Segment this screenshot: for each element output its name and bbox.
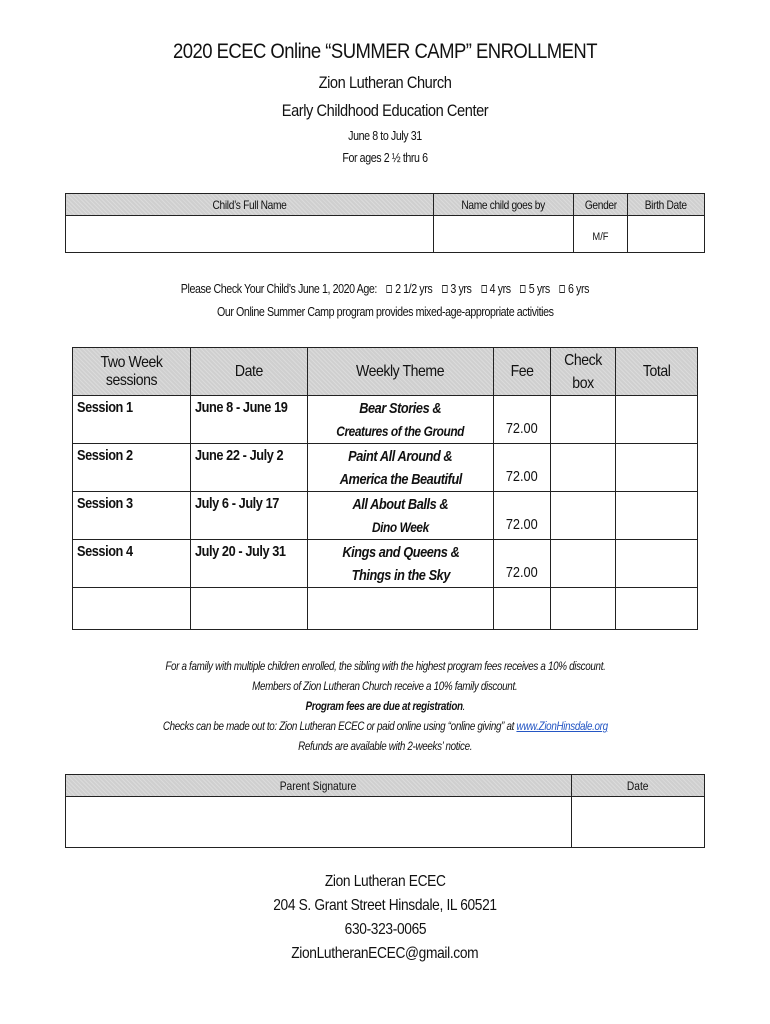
child-info-table [65, 193, 705, 253]
empty-cell[interactable] [494, 588, 551, 630]
session-fee: 72.00 [494, 492, 551, 540]
signature-date-field[interactable] [572, 797, 705, 848]
table-row [73, 540, 698, 588]
church-name: Zion Lutheran Church [318, 73, 452, 92]
member-discount-note: Members of Zion Lutheran Church receive a 10% family discount. [252, 679, 518, 693]
session-total[interactable] [616, 492, 698, 540]
footer-name: Zion Lutheran ECEC [324, 873, 446, 890]
age-checkbox-3[interactable] [442, 285, 447, 293]
session-date: June 8 - June 19 [191, 396, 308, 444]
fees-due-note: Program fees are due at registration [305, 699, 463, 713]
header-gender: Gender [574, 194, 628, 216]
session-theme: Paint All Around & America the Beautiful [308, 444, 494, 492]
sibling-discount-note: For a family with multiple children enrolled, the sibling with the highest program fees receives a 10% discount. [164, 659, 606, 673]
age-option-label: 6 yrs [568, 281, 590, 296]
table-row [73, 492, 698, 540]
website-link[interactable]: www.ZionHinsdale.org [516, 719, 608, 733]
table-row [73, 444, 698, 492]
age-option-label: 5 yrs [528, 281, 550, 296]
child-full-name-field[interactable] [66, 216, 434, 253]
session-date: July 6 - July 17 [191, 492, 308, 540]
header-signature-date: Date [572, 775, 705, 797]
camp-dates: June 8 to July 31 [348, 128, 422, 143]
sessions-table [72, 347, 698, 630]
session-label: Session 2 [73, 444, 191, 492]
age-check-prompt: Please Check Your Child’s June 1, 2020 Age: [180, 281, 378, 296]
session-total[interactable] [616, 396, 698, 444]
refund-note: Refunds are available with 2-weeks’ notice. [297, 739, 473, 753]
fee-notes: For a family with multiple children enrolled, the sibling with the highest program fees receives a 10% discount. Members of Zion Lutheran Church receive a 10% family discount. Program fees are due at registration. Checks can be made out to: Zion Lutheran ECEC or paid online using “online giving” at www.ZionHinsdale.org Refunds are available with 2-weeks’ notice. [0, 656, 770, 756]
signature-table [65, 774, 705, 848]
header-weekly-theme: Weekly Theme [308, 348, 494, 396]
header-parent-signature: Parent Signature [66, 775, 572, 797]
grand-total-cell[interactable] [616, 588, 698, 630]
name-goes-by-field[interactable] [434, 216, 574, 253]
session-checkbox[interactable] [551, 540, 616, 588]
footer-contact [0, 870, 770, 966]
session-total[interactable] [616, 540, 698, 588]
header-child-full-name: Child’s Full Name [66, 194, 434, 216]
form-title: 2020 ECEC Online “SUMMER CAMP” ENROLLMENT [172, 40, 598, 63]
header-sessions: Two Week sessions [73, 348, 191, 396]
header-fee: Fee [494, 348, 551, 396]
program-subtitle: Our Online Summer Camp program provides mixed-age-appropriate activities [216, 304, 554, 319]
age-option-label: 4 yrs [489, 281, 511, 296]
age-check-row [0, 281, 770, 296]
birth-date-field[interactable] [628, 216, 705, 253]
session-theme: Bear Stories & Creatures of the Ground [308, 396, 494, 444]
session-theme: All About Balls & Dino Week [308, 492, 494, 540]
session-date: July 20 - July 31 [191, 540, 308, 588]
age-option-label: 2 1/2 yrs [395, 281, 433, 296]
header-check-box: Check box [551, 348, 616, 396]
session-fee: 72.00 [494, 396, 551, 444]
session-theme: Kings and Queens & Things in the Sky [308, 540, 494, 588]
table-row [73, 396, 698, 444]
parent-signature-field[interactable] [66, 797, 572, 848]
session-fee: 72.00 [494, 444, 551, 492]
age-checkbox-4[interactable] [481, 285, 486, 293]
session-label: Session 1 [73, 396, 191, 444]
session-total[interactable] [616, 444, 698, 492]
session-checkbox[interactable] [551, 492, 616, 540]
center-name: Early Childhood Education Center [281, 101, 489, 120]
empty-cell[interactable] [73, 588, 191, 630]
empty-cell[interactable] [191, 588, 308, 630]
age-checkbox-6[interactable] [560, 285, 565, 293]
gender-field[interactable]: M/F [574, 216, 628, 253]
empty-cell[interactable] [308, 588, 494, 630]
age-checkbox-2-5[interactable] [387, 285, 392, 293]
header-date: Date [191, 348, 308, 396]
header-birth-date: Birth Date [628, 194, 705, 216]
session-fee: 72.00 [494, 540, 551, 588]
session-label: Session 3 [73, 492, 191, 540]
footer-email: ZionLutheranECEC@gmail.com [291, 945, 479, 962]
session-checkbox[interactable] [551, 444, 616, 492]
camp-ages: For ages 2 ½ thru 6 [342, 150, 428, 165]
table-row [73, 588, 698, 630]
header-total: Total [616, 348, 698, 396]
checks-note: Checks can be made out to: Zion Lutheran ECEC or paid online using “online giving” at [162, 719, 517, 733]
age-checkbox-5[interactable] [520, 285, 525, 293]
empty-cell[interactable] [551, 588, 616, 630]
footer-address: 204 S. Grant Street Hinsdale, IL 60521 [273, 897, 497, 914]
age-option-label: 3 yrs [450, 281, 472, 296]
header-name-goes-by: Name child goes by [434, 194, 574, 216]
footer-phone: 630-323-0065 [344, 921, 426, 938]
session-date: June 22 - July 2 [191, 444, 308, 492]
session-checkbox[interactable] [551, 396, 616, 444]
session-label: Session 4 [73, 540, 191, 588]
